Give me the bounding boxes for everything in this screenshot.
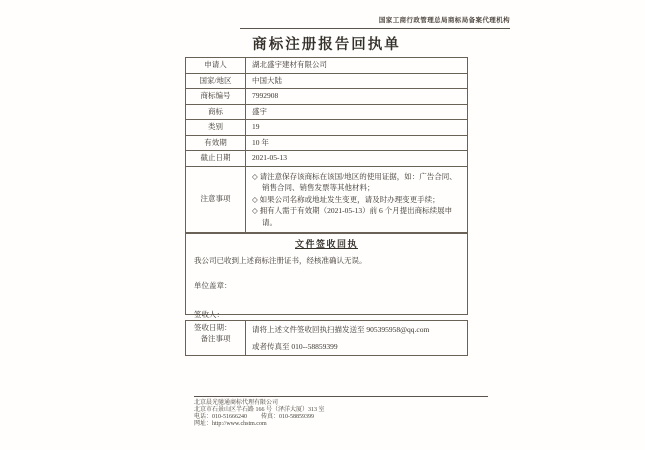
footer-website: 网址：http://www.chstm.com [194, 421, 267, 427]
footer-contact-line [194, 414, 488, 421]
field-label-trademark: 商标 [186, 104, 246, 120]
table-row-remarks [186, 321, 468, 356]
note-item: ◇ 请注意保存该商标在该国/地区的使用证据，如：广告合同、销售合同、销售发票等其他材料； [252, 171, 457, 192]
field-value-notes [246, 166, 468, 233]
field-label-class: 类别 [186, 120, 246, 136]
field-value-trademark-number: 7992908 [246, 89, 468, 105]
field-value-deadline: 2021-05-13 [246, 151, 468, 167]
receipt-title: 文件签收回执 [294, 239, 358, 249]
field-label-deadline: 截止日期 [186, 151, 246, 167]
remarks-fax-instruction: 或者传真至 010--58859399 [252, 342, 338, 351]
table-row [186, 73, 468, 89]
table-row [186, 104, 468, 120]
stamp-label: 单位盖章： [194, 281, 232, 290]
field-label-notes: 注意事项 [186, 166, 246, 233]
field-value-class: 19 [246, 120, 468, 136]
receipt-statement: 我公司已收到上述商标注册证书，经核准确认无误。 [194, 256, 367, 265]
field-label-applicant: 申请人 [186, 58, 246, 74]
remarks-table [185, 320, 468, 356]
signer-label: 签收人： [194, 310, 224, 319]
footer-company-name: 北京晨光驰通商标代理有限公司 [194, 400, 279, 406]
field-value-applicant: 湖北盛宇建材有限公司 [246, 58, 468, 74]
field-label-country: 国家/地区 [186, 73, 246, 89]
agency-registration-note: 国家工商行政管理总局商标局备案代理机构 [240, 15, 510, 29]
trademark-info-table [185, 57, 468, 233]
document-title: 商标注册报告回执单 [252, 37, 401, 53]
sign-date-label: 签收日期： [194, 323, 232, 332]
field-label-validity: 有效期 [186, 135, 246, 151]
footer-address: 北京市石景山区半石路 166 号（泽洋大厦）313 室 [194, 407, 325, 413]
footer-phone: 电话：010-51666240 [194, 414, 247, 420]
table-row [186, 135, 468, 151]
field-value-trademark: 盛宇 [246, 104, 468, 120]
field-label-trademark-number: 商标编号 [186, 89, 246, 105]
table-row-notes [186, 166, 468, 233]
field-value-country: 中国大陆 [246, 73, 468, 89]
note-item: ◇ 如果公司名称或地址发生变更，请及时办理变更手续； [252, 194, 440, 204]
remarks-value [246, 321, 468, 356]
remarks-scan-instruction: 请将上述文件签收回执扫描发送至 905395958@qq.com [252, 325, 430, 334]
field-value-validity: 10 年 [246, 135, 468, 151]
table-row [186, 120, 468, 136]
table-row [186, 151, 468, 167]
note-item: ◇ 拥有人需于有效期（2021-05-13）前 6 个月提出商标续展申请。 [252, 206, 453, 227]
table-row [186, 58, 468, 74]
table-row [186, 89, 468, 105]
agency-footer [194, 396, 488, 428]
footer-fax: 传真：010-58859399 [261, 414, 314, 420]
remarks-label: 备注事项 [186, 321, 246, 356]
